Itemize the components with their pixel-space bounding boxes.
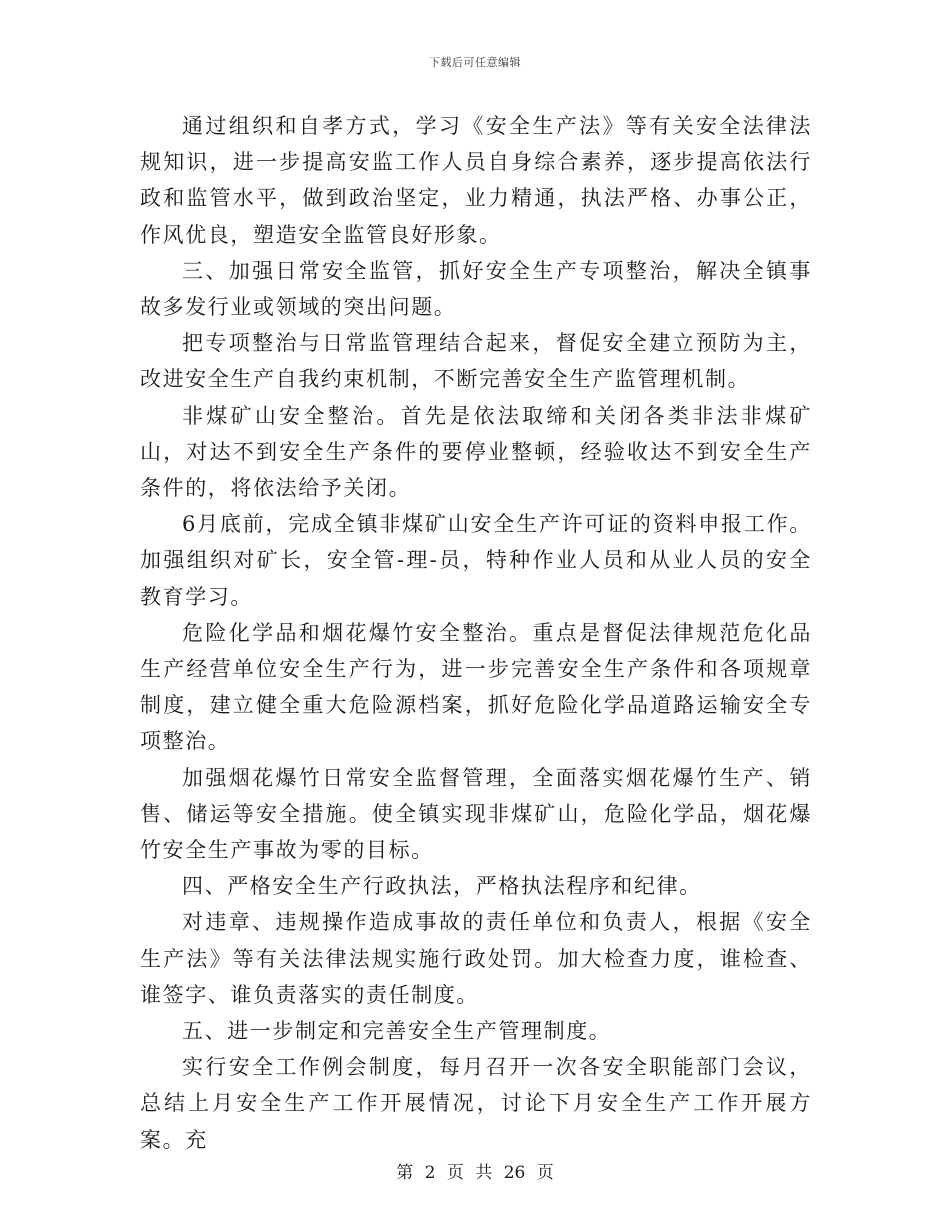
paragraph: 非煤矿山安全整治。首先是依法取缔和关闭各类非法非煤矿山，对达不到安全生产条件的要停业整顿，经验收达不到安全生产条件的，将依法给予关闭。 — [140, 403, 812, 501]
paragraph: 危险化学品和烟花爆竹安全整治。重点是督促法律规范危化品生产经营单位安全生产行为，进一步完善安全生产条件和各项规章制度，建立健全重大危险源档案，抓好危险化学品道路运输安全专项整治。 — [140, 620, 812, 754]
section-heading-3: 三、加强日常安全监管，抓好安全生产专项整治，解决全镇事故多发行业或领域的突出问题。 — [140, 258, 812, 320]
document-body — [140, 108, 812, 1158]
paragraph: 对违章、违规操作造成事故的责任单位和负责人，根据《安全生产法》等有关法律法规实施行政处罚。加大检查力度，谁检查、谁签字、谁负责落实的责任制度。 — [140, 910, 812, 1007]
paragraph: 把专项整治与日常监管理结合起来，督促安全建立预防为主，改进安全生产自我约束机制，不断完善安全生产监管理机制。 — [140, 331, 812, 392]
section-heading-5: 五、进一步制定和完善安全生产管理制度。 — [182, 1019, 612, 1044]
page-header: 下载后可任意编辑 — [429, 56, 521, 69]
paragraph: 实行安全工作例会制度，每月召开一次各安全职能部门会议，总结上月安全生产工作开展情况，讨论下月安全生产工作开展方案。充 — [140, 1055, 812, 1152]
page-number: 第 2 页 共 26 页 — [396, 1163, 554, 1183]
section-heading-4: 四、严格安全生产行政执法，严格执法程序和纪律。 — [182, 874, 702, 899]
paragraph: 加强烟花爆竹日常安全监督管理，全面落实烟花爆竹生产、销售、储运等安全措施。使全镇实现非煤矿山，危险化学品，烟花爆竹安全生产事故为零的目标。 — [140, 765, 812, 863]
paragraph: 通过组织和自孝方式，学习《安全生产法》等有关安全法律法规知识，进一步提高安监工作人员自身综合素养，逐步提高依法行政和监管水平，做到政治坚定，业力精通，执法严格、办事公正，作风优良，塑造安全监管良好形象。 — [140, 114, 812, 247]
paragraph: 6月底前，完成全镇非煤矿山安全生产许可证的资料申报工作。加强组织对矿长，安全管-理-员，特种作业人员和从业人员的安全教育学习。 — [140, 512, 812, 609]
